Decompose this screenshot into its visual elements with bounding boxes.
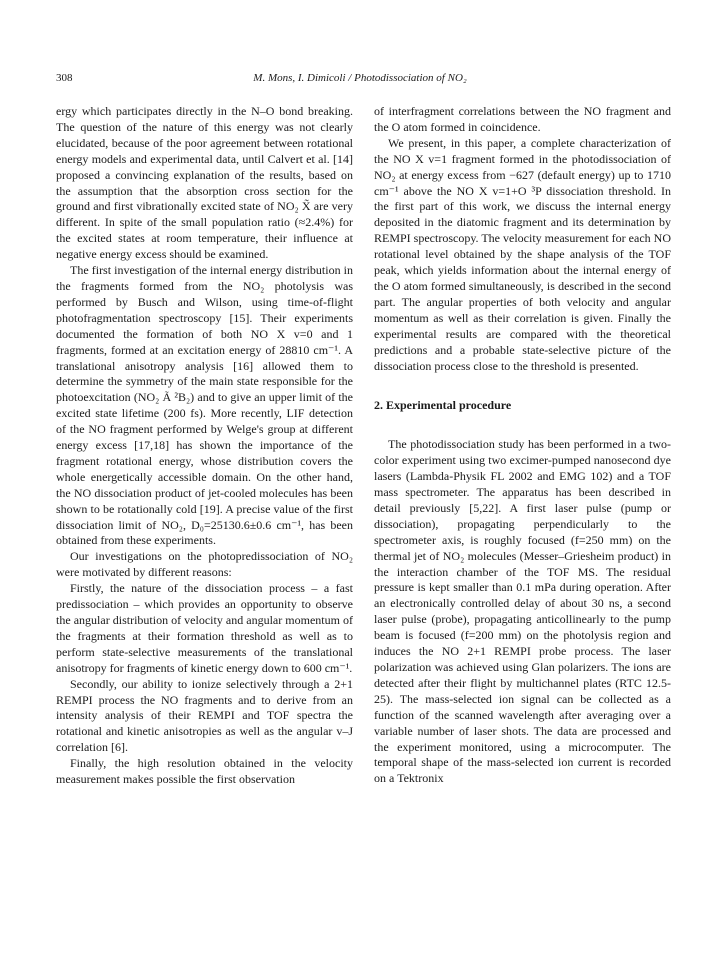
right-column bbox=[374, 104, 671, 787]
paragraph: The photodissociation study has been performed in a two-color experiment using two excimer-pumped nanosecond dye lasers (Lambda-Physik FL 2002 and EMG 102) and a TOF mass spectrometer. The apparatus has been described in detail previously [5,22]. A first laser pulse (pump or dissociation), propagating perpendicularly to the spectrometer axis, is roughly focused (f=250 mm) on the thermal jet of NO₂ molecules (Messer–Griesheim product) in the interaction chamber of the TOF MS. The residual pressure is kept smaller than 0.1 mPa during operation. After an electronically controlled delay of about 30 ns, a second laser pulse (probe), propagating anticollinearly to the pump beam is focused (f=200 mm) on the photolysis region and induces the NO 2+1 REMPI probe process. The laser polarization was achieved using Glan polarizers. The ions are detected after their flight by multichannel plates (RTC 12.5-25). The mass-selected ion signal can be collected as a function of the scanned wavelength after averaging over a variable number of laser shots. The data are processed and the experiment monitored, using a microcomputer. The temporal shape of the mass-selected ion current is recorded on a Tektronix bbox=[374, 437, 671, 786]
paragraph: Secondly, our ability to ionize selectively through a 2+1 REMPI process the NO fragments and to derive from an intensity analysis of their REMPI and TOF spectra the rotational and kinetic anisotropies as well as the angular v–J correlation [6]. bbox=[56, 676, 353, 755]
paragraph: ergy which participates directly in the N–O bond breaking. The question of the nature of this energy was not clearly elucidated, because of the poor agreement between rotational energy models and experimental data, until Calvert et al. [14] proposed a convincing explanation of the results, based on the assumption that the absorption cross section for the ground and first vibrationally excited state of NO₂ X̃ are very different. In spite of the small population ratio (≈2.4%) for the excited states at room temperature, their influence at negative energy excess should be examined. bbox=[56, 104, 353, 262]
paragraph: of interfragment correlations between the NO fragment and the O atom formed in coincidence. bbox=[374, 104, 671, 134]
paragraph: The first investigation of the internal energy distribution in the fragments formed from the NO₂ photolysis was performed by Busch and Wilson, using time-of-flight photofragmentation spectroscopy [15]. Their experiments documented the formation of both NO X v=0 and 1 fragments, formed at an excitation energy of 28810 cm⁻¹. A translational anisotropy analysis [16] allowed them to determine the symmetry of the main state responsible for the photoexcitation (NO₂ Ã ²B₂) and to give an upper limit of the excited state lifetime (200 fs). More recently, LIF detection of the NO fragment performed by Welge's group at different energy excess [17,18] has shown the importance of the fragment rotational energy, whose distribution covers the whole energetically accessible domain. On the other hand, the NO dissociation product of jet-cooled molecules has been shown to be rotationally cold [19]. A precise value of the first dissociation limit of NO₂, D₀=25130.6±0.6 cm⁻¹, has been obtained from these experiments. bbox=[56, 263, 353, 548]
page-number: 308 bbox=[56, 72, 73, 84]
section-heading: 2. Experimental procedure bbox=[374, 398, 512, 413]
paragraph: We present, in this paper, a complete characterization of the NO X v=1 fragment formed in the photodissociation of NO₂ at energy excess from −627 (default energy) up to 1710 cm⁻¹ above the NO X v=1+O ³P dissociation threshold. In the first part of this work, we discuss the internal energy deposited in the diatomic fragment and its determination by REMPI spectroscopy. The velocity measurement for each NO rotational level obtained by the shape analysis of the TOF peak, which yields information about the internal energy of the O atom formed simultaneously, is described in the second part. The angular properties of both velocity and angular momentum as well as their correlation is given. Finally the experimental results are compared with the theoretical predictions and a probable state-selective picture of the dissociation process close to the threshold is presented. bbox=[374, 135, 671, 373]
left-column bbox=[56, 104, 353, 788]
paragraph: Our investigations on the photopredissociation of NO₂ were motivated by different reasons: bbox=[56, 549, 353, 580]
paragraph: Finally, the high resolution obtained in the velocity measurement makes possible the first observation bbox=[56, 756, 353, 787]
paragraph: Firstly, the nature of the dissociation process – a fast predissociation – which provides an opportunity to observe the angular distribution of velocity and angular momentum of the fragments at their formation threshold as well as to perform state-selective measurements of the translational anisotropy for fragments of kinetic energy down to 600 cm⁻¹. bbox=[56, 581, 353, 675]
running-head: M. Mons, I. Dimicoli / Photodissociation of NO₂ bbox=[253, 72, 467, 84]
